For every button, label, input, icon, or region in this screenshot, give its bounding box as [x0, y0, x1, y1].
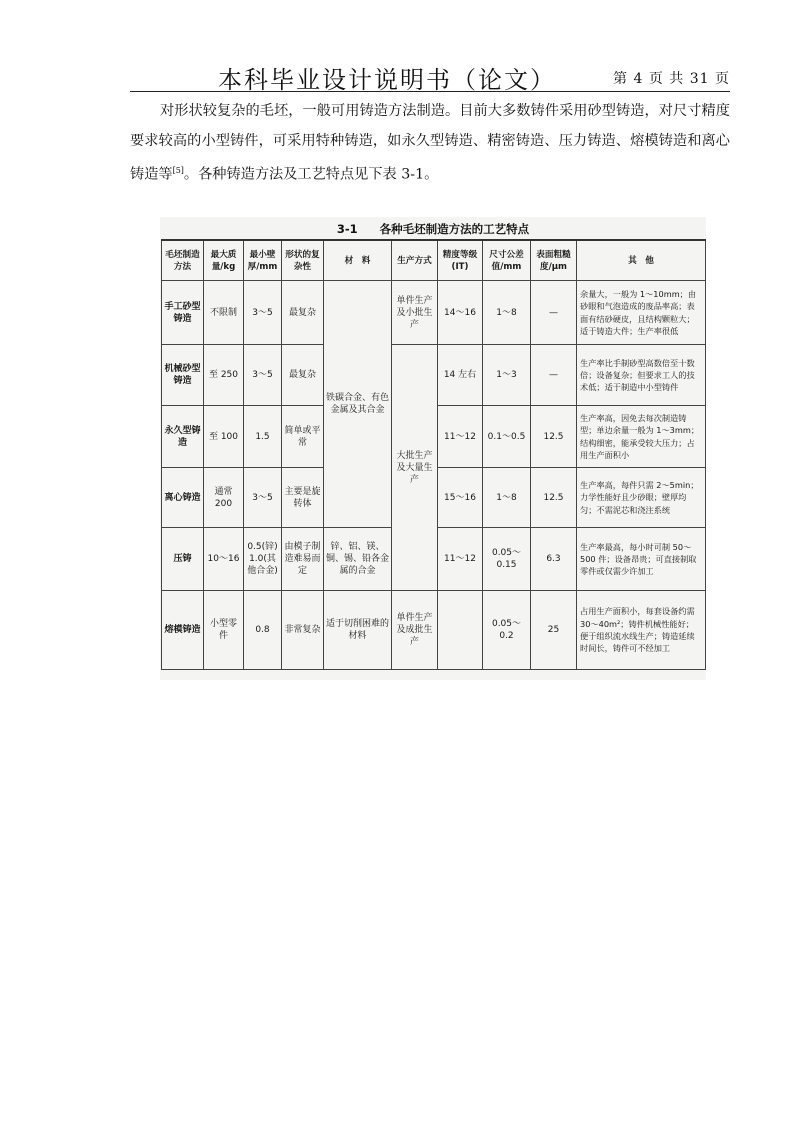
table-header-row	[162, 240, 706, 281]
cell-method: 机械砂型铸造	[162, 345, 204, 406]
cell-other: 占用生产面积小，每套设备约需 30～40m²；铸件机械性能好；便于组织流水线生产；铸造延续时间长，铸件可不经加工	[577, 591, 706, 670]
table-row	[162, 591, 706, 670]
cell-shape: 主要是旋转体	[282, 468, 324, 528]
cell-shape: 非常复杂	[282, 591, 324, 670]
header-material: 材 料	[324, 240, 392, 281]
header-other: 其 他	[577, 240, 706, 281]
header-max-mass: 最大质量/kg	[204, 240, 244, 281]
cell-min-wall: 3～5	[244, 281, 282, 345]
cell-shape: 简单或平 常	[282, 406, 324, 468]
cell-max-mass: 小型零件	[204, 591, 244, 670]
paragraph-text: 对形状较复杂的毛坯，一般可用铸造方法制造。目前大多数铸件采用砂型铸造，对尺寸精度要求较高的小型铸件，可采用特种铸造，如永久型铸造、精密铸造、压力铸造、熔模铸造和离心铸造等	[130, 103, 730, 183]
cell-other: 生产率比手制砂型高数倍至十数倍；设备复杂；但要求工人的技术低；适于制造中小型铸件	[577, 345, 706, 406]
cell-min-wall: 3～5	[244, 468, 282, 528]
cell-precision: 14 左右	[438, 345, 483, 406]
cell-method: 熔模铸造	[162, 591, 204, 670]
cell-max-mass: 不限制	[204, 281, 244, 345]
table-image	[160, 217, 706, 680]
cell-precision	[438, 591, 483, 670]
cell-precision: 11～12	[438, 528, 483, 591]
cell-tolerance: 1～8	[483, 281, 531, 345]
cell-shape: 由模子制造难易而定	[282, 528, 324, 591]
page-number: 第 4 页 共 31 页	[613, 71, 730, 87]
cell-roughness: 12.5	[531, 406, 577, 468]
header-divider	[130, 91, 730, 92]
cell-tolerance: 0.05～0.15	[483, 528, 531, 591]
cell-material-merged: 铁碳合金、有色金属及其合金	[324, 281, 392, 528]
cell-other: 余量大，一般为 1～10mm；由砂眼和气泡造成的废品率高；表面有结砂硬皮，且结构颗粒大；适于铸造大件；生产率很低	[577, 281, 706, 345]
table-title: 各种毛坯制造方法的工艺特点	[379, 222, 530, 236]
cell-roughness: 12.5	[531, 468, 577, 528]
cell-min-wall: 1.5	[244, 406, 282, 468]
cell-max-mass: 10～16	[204, 528, 244, 591]
cell-precision: 14～16	[438, 281, 483, 345]
header-shape: 形状的复杂性	[282, 240, 324, 281]
cell-roughness: 25	[531, 591, 577, 670]
cell-method: 永久型铸造	[162, 406, 204, 468]
table-number: 3-1	[336, 222, 358, 236]
cell-precision: 15～16	[438, 468, 483, 528]
cell-method: 手工砂型铸造	[162, 281, 204, 345]
cell-tolerance: 0.05～0.2	[483, 591, 531, 670]
cell-production: 单件生产及成批生产	[392, 591, 438, 670]
header-tolerance: 尺寸公差值/mm	[483, 240, 531, 281]
cell-min-wall: 3～5	[244, 345, 282, 406]
paragraph-text-end: 。各种铸造方法及工艺特点见下表 3-1。	[183, 166, 439, 183]
casting-methods-table	[161, 239, 706, 670]
header-method: 毛坯制造方法	[162, 240, 204, 281]
cell-shape: 最复杂	[282, 345, 324, 406]
cell-tolerance: 1～8	[483, 468, 531, 528]
cell-material: 适于切削困难的材料	[324, 591, 392, 670]
cell-tolerance: 1～3	[483, 345, 531, 406]
cell-max-mass: 至 100	[204, 406, 244, 468]
cell-roughness: 6.3	[531, 528, 577, 591]
cell-roughness: —	[531, 345, 577, 406]
page-header	[130, 58, 730, 92]
body-paragraph	[130, 96, 730, 190]
header-roughness: 表面粗糙度/μm	[531, 240, 577, 281]
table-caption	[160, 221, 706, 237]
cell-method: 离心铸造	[162, 468, 204, 528]
cell-production-merged: 大批生产及大量生产	[392, 345, 438, 591]
cell-material: 锌、铝、镁、铜、锡、铅各金属的合金	[324, 528, 392, 591]
cell-min-wall: 0.8	[244, 591, 282, 670]
cell-method: 压铸	[162, 528, 204, 591]
citation-ref: [5]	[172, 166, 184, 175]
header-precision: 精度等级(IT)	[438, 240, 483, 281]
document-title: 本科毕业设计说明书（论文）	[218, 66, 556, 94]
cell-other: 生产率高，因免去每次制造铸型；单边余量一般为 1～3mm；结构细密，能承受较大压力；占用生产面积小	[577, 406, 706, 468]
cell-production: 单件生产及小批生产	[392, 281, 438, 345]
cell-tolerance: 0.1～0.5	[483, 406, 531, 468]
header-min-wall: 最小壁厚/mm	[244, 240, 282, 281]
cell-max-mass: 至 250	[204, 345, 244, 406]
cell-other: 生产率最高，每小时可制 50～500 件；设备昂贵；可直接制取零件或仅需少许加工	[577, 528, 706, 591]
cell-other: 生产率高，每件只需 2～5min；力学性能好且少砂眼；壁厚均匀；不需泥芯和浇注系统	[577, 468, 706, 528]
cell-shape: 最复杂	[282, 281, 324, 345]
table-row	[162, 345, 706, 406]
header-production: 生产方式	[392, 240, 438, 281]
cell-max-mass: 通常 200	[204, 468, 244, 528]
cell-min-wall: 0.5(锌) 1.0(其他合金)	[244, 528, 282, 591]
cell-precision: 11～12	[438, 406, 483, 468]
cell-roughness: —	[531, 281, 577, 345]
table-row	[162, 281, 706, 345]
